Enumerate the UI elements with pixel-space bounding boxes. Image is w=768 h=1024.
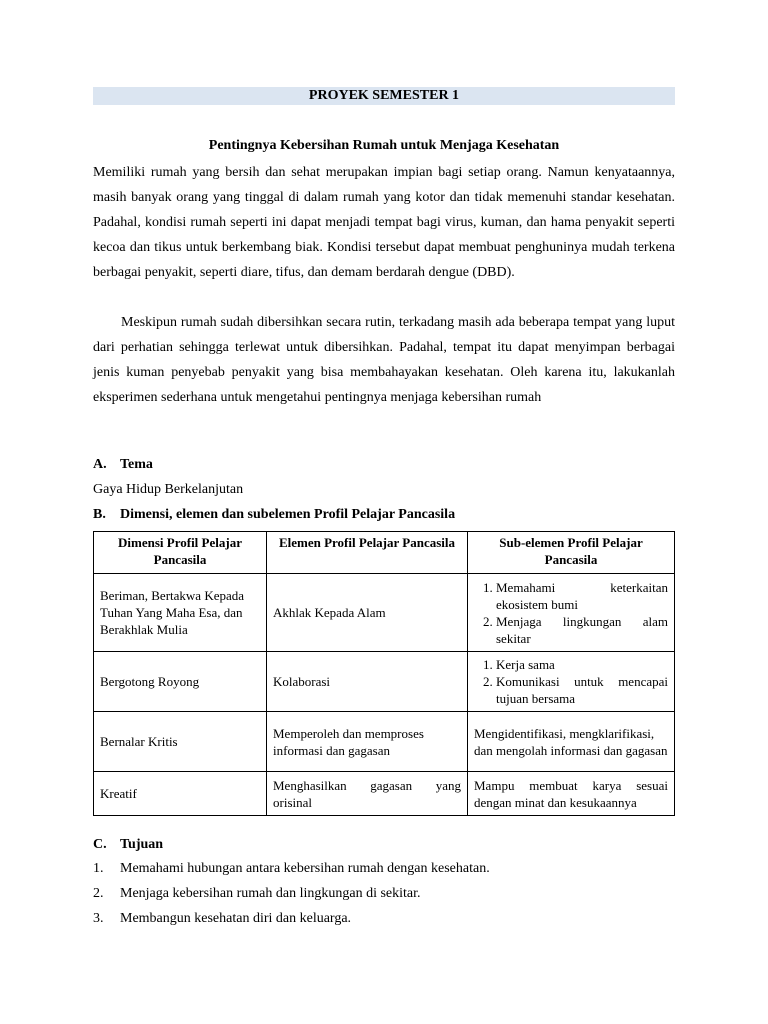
goal-number: 2. [93, 886, 104, 901]
table-row [94, 652, 675, 712]
subelemen-item: 1. Memahami keterkaitan ekosistem bumi [496, 579, 668, 613]
page-title: PROYEK SEMESTER 1 [93, 87, 675, 105]
cell-elemen: Akhlak Kepada Alam [267, 574, 468, 652]
header-subelemen: Sub-elemen Profil Pelajar Pancasila [468, 532, 675, 574]
section-b-title: Dimensi, elemen dan subelemen Profil Pelajar Pancasila [120, 507, 456, 522]
section-b-heading [93, 506, 455, 524]
intro-paragraph-2: Meskipun rumah sudah dibersihkan secara rutin, terkadang masih ada beberapa tempat yang luput dari perhatian sehingga terlewat untuk dibersihkan. Padahal, tempat itu dapat menyimpan berbagai jenis kuman penyebab penyakit yang bisa membahayakan kesehatan. Oleh karena itu, lakukanlah eksperimen sederhana untuk mengetahui pentingnya menjaga kebersihan rumah [93, 315, 675, 405]
table-row [94, 574, 675, 652]
section-a-heading [93, 456, 153, 474]
cell-subelemen: Mengidentifikasi, mengklarifikasi, dan mengolah informasi dan gagasan [468, 712, 675, 772]
subelemen-item: 2. Komunikasi untuk mencapai tujuan bersama [496, 673, 668, 707]
cell-dimensi: Bergotong Royong [94, 652, 267, 712]
header-elemen: Elemen Profil Pelajar Pancasila [267, 532, 468, 574]
goal-item [93, 860, 490, 878]
table-row [94, 772, 675, 816]
cell-dimensi: Kreatif [94, 772, 267, 816]
goal-text: Memahami hubungan antara kebersihan rumah dengan kesehatan. [120, 861, 490, 876]
cell-dimensi: Beriman, Bertakwa Kepada Tuhan Yang Maha Esa, dan Berakhlak Mulia [94, 574, 267, 652]
profil-pelajar-table [93, 531, 675, 816]
cell-subelemen [468, 574, 675, 652]
subelemen-item: 1. Kerja sama [496, 656, 668, 673]
table-header-row [94, 532, 675, 574]
goal-text: Menjaga kebersihan rumah dan lingkungan di sekitar. [120, 886, 421, 901]
section-a-body: Gaya Hidup Berkelanjutan [93, 482, 244, 497]
goal-item [93, 885, 421, 903]
cell-elemen: Memperoleh dan memproses informasi dan gagasan [267, 712, 468, 772]
article-title: Pentingnya Kebersihan Rumah untuk Menjaga Kesehatan [208, 138, 560, 153]
subelemen-item: 2. Menjaga lingkungan alam sekitar [496, 613, 668, 647]
intro-paragraph-1: Memiliki rumah yang bersih dan sehat merupakan impian bagi setiap orang. Namun kenyataannya, masih banyak orang yang tinggal di dalam rumah yang kotor dan tidak memenuhi standar kesehatan. Padahal, kondisi rumah seperti ini dapat menjadi tempat bagi virus, kuman, dan hama penyakit seperti kecoa dan tikus untuk berkembang biak. Kondisi tersebut dapat membuat penghuninya mudah terkena berbagai penyakit, seperti diare, tifus, dan demam berdarah dengue (DBD). [93, 165, 675, 280]
section-a-title: Tema [120, 457, 153, 472]
goal-text: Membangun kesehatan diri dan keluarga. [120, 911, 352, 926]
section-b-letter: B. [93, 507, 106, 522]
goal-item [93, 910, 351, 928]
goal-number: 3. [93, 911, 104, 926]
table-row [94, 712, 675, 772]
goal-number: 1. [93, 861, 104, 876]
section-c-title: Tujuan [120, 837, 164, 852]
cell-subelemen: Mampu membuat karya sesuai dengan minat dan kesukaannya [468, 772, 675, 816]
section-c-letter: C. [93, 837, 107, 852]
cell-elemen: Kolaborasi [267, 652, 468, 712]
cell-subelemen [468, 652, 675, 712]
cell-dimensi: Bernalar Kritis [94, 712, 267, 772]
section-a-letter: A. [93, 457, 107, 472]
section-c-heading [93, 836, 163, 854]
cell-elemen: Menghasilkan gagasan yang orisinal [267, 772, 468, 816]
header-dimensi: Dimensi Profil Pelajar Pancasila [94, 532, 267, 574]
